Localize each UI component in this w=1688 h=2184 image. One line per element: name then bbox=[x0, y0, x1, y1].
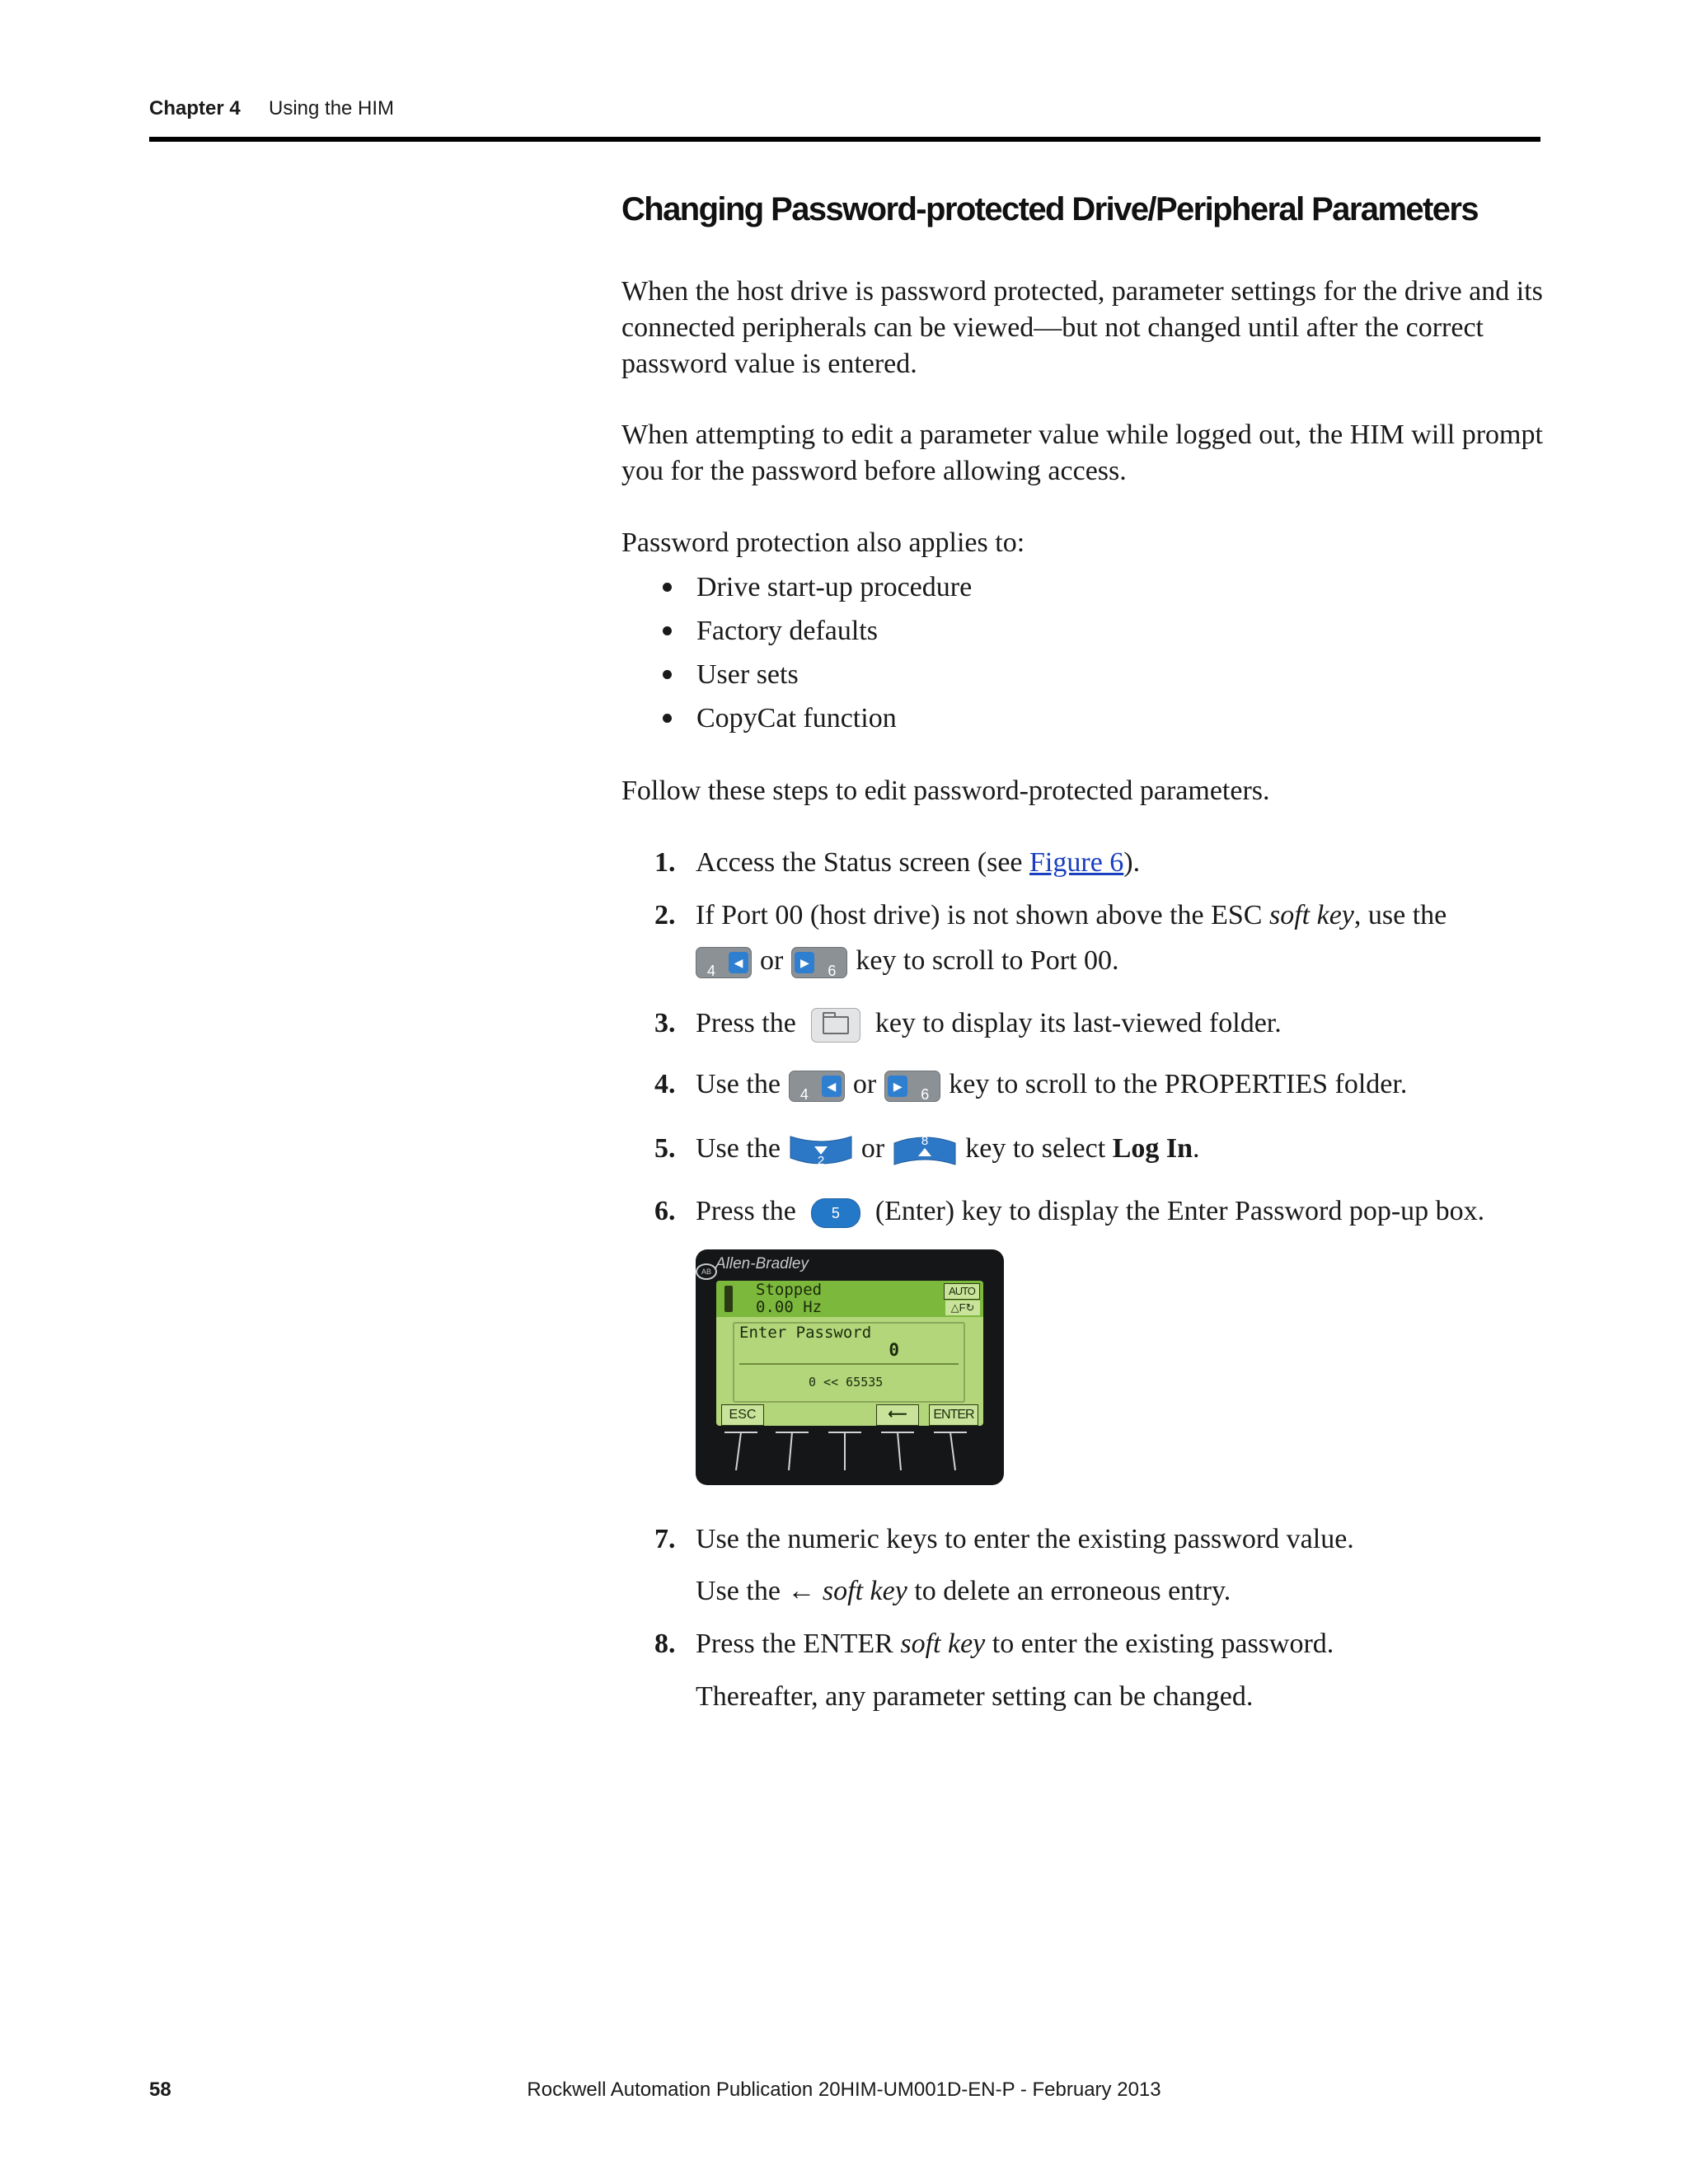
esc-soft-key[interactable]: ESC bbox=[721, 1404, 764, 1426]
brand-label: AB Allen-Bradley bbox=[715, 1255, 809, 1273]
step-7-continuation: Use the ← soft key to delete an erroneous entry. bbox=[696, 1576, 1231, 1606]
enter-password-popup bbox=[733, 1322, 965, 1403]
folder-key-icon bbox=[811, 1008, 860, 1043]
step-7: 7. Use the numeric keys to enter the existing password value. bbox=[654, 1524, 1354, 1554]
running-header bbox=[149, 92, 1540, 142]
bullet-icon bbox=[663, 583, 672, 592]
password-range: 0 << 65535 bbox=[809, 1375, 884, 1390]
intro-paragraph: When the host drive is password protected, parameter settings for the drive and its connected peripherals can be viewed—but not changed until after the correct password value is entered. bbox=[621, 276, 1543, 379]
left-arrow-key-icon: 4 ◀ bbox=[696, 947, 752, 978]
step-8-continuation: Thereafter, any parameter setting can be changed. bbox=[696, 1681, 1254, 1712]
status-indicator-icon bbox=[724, 1286, 733, 1312]
allen-bradley-logo-icon: AB bbox=[696, 1263, 717, 1280]
up-arrow-key-icon bbox=[893, 1133, 957, 1168]
backspace-soft-key[interactable]: ⟵ bbox=[876, 1404, 919, 1426]
bullet-icon bbox=[663, 670, 672, 679]
chapter-label: Chapter 4 bbox=[149, 97, 241, 120]
page-number: 58 bbox=[149, 2079, 171, 2101]
drive-status: Stopped bbox=[756, 1281, 823, 1299]
follow-paragraph: Follow these steps to edit password-protected parameters. bbox=[621, 776, 1270, 806]
enter-soft-key[interactable]: ENTER bbox=[929, 1404, 978, 1426]
publication-footer: Rockwell Automation Publication 20HIM-UM001D-EN-P - February 2013 bbox=[527, 2079, 1161, 2101]
list-item: CopyCat function bbox=[621, 696, 972, 740]
bullet-list bbox=[621, 565, 972, 740]
step-2-keys-line: 4 ◀ or ▶ 6 key to scroll to Port 00. bbox=[687, 943, 1119, 979]
mode-badge: AUTO bbox=[944, 1283, 980, 1300]
him-display-figure bbox=[696, 1249, 1004, 1485]
svg-text:8: 8 bbox=[921, 1134, 929, 1149]
lcd-screen bbox=[716, 1281, 983, 1426]
chapter-title: Using the HIM bbox=[269, 97, 395, 120]
step-2: 2. If Port 00 (host drive) is not shown above the ESC soft key, use the bbox=[654, 900, 1447, 930]
logged-out-paragraph: When attempting to edit a parameter value while logged out, the HIM will prompt you for the password before allowing access. bbox=[621, 419, 1543, 486]
section-title: Changing Password-protected Drive/Peripheral Parameters bbox=[621, 191, 1479, 227]
enter-key-icon: 5 bbox=[811, 1198, 860, 1228]
popup-divider bbox=[739, 1363, 959, 1365]
right-arrow-key-icon: ▶ 6 bbox=[791, 947, 847, 978]
step-5: 5. Use the 2 or 8 key to select Log In. bbox=[654, 1133, 1200, 1169]
down-arrow-key-icon bbox=[789, 1133, 853, 1168]
list-item: Drive start-up procedure bbox=[621, 565, 972, 609]
bullet-icon bbox=[663, 714, 672, 723]
soft-key-legs bbox=[716, 1431, 983, 1480]
bullet-icon bbox=[663, 626, 672, 635]
list-item: Factory defaults bbox=[621, 609, 972, 653]
direction-indicator: △F↻ bbox=[945, 1301, 980, 1315]
right-arrow-key-icon: ▶ 6 bbox=[884, 1071, 940, 1102]
step-4: 4. Use the 4 ◀ or ▶ 6 key to scroll to the PROPERTIES folder. bbox=[654, 1069, 1408, 1104]
applies-to-paragraph: Password protection also applies to: bbox=[621, 527, 1025, 558]
step-1: 1. Access the Status screen (see Figure 6). bbox=[654, 847, 1141, 878]
step-8: 8. Press the ENTER soft key to enter the existing password. bbox=[654, 1629, 1334, 1659]
popup-title: Enter Password bbox=[739, 1324, 872, 1342]
drive-frequency: 0.00 Hz bbox=[756, 1298, 823, 1316]
figure-6-link[interactable]: Figure 6 bbox=[1029, 847, 1124, 878]
step-6: 6. Press the 5 (Enter) key to display the Enter Password pop-up box. bbox=[654, 1193, 1484, 1230]
list-item: User sets bbox=[621, 653, 972, 696]
left-arrow-key-icon: 4 ◀ bbox=[789, 1071, 845, 1102]
step-3: 3. Press the key to display its last-viewed folder. bbox=[654, 1005, 1282, 1043]
svg-text:2: 2 bbox=[817, 1154, 825, 1169]
password-value: 0 bbox=[889, 1340, 899, 1360]
